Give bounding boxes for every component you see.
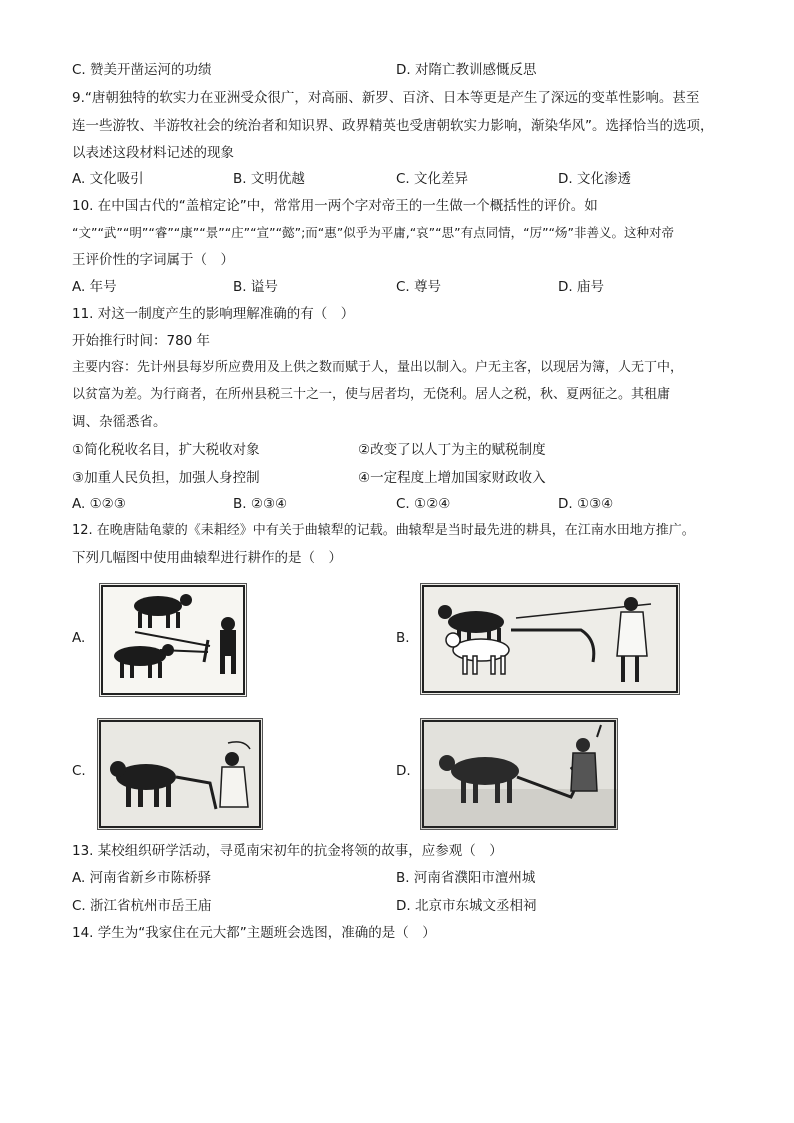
- q10-stem-line-1: 10. 在中国古代的“盖棺定论”中，常常用一两个字对帝王的一生做一个概括性的评价。如: [72, 198, 598, 214]
- q11-content-line-2: 以贫富为差。为行商者，在所州县税三十之一，使与居者均，无侥利。居人之税，秋、夏两征之。其租庸: [72, 387, 671, 402]
- q9-option-a: A. 文化吸引: [72, 171, 144, 187]
- q12-image-d: [420, 718, 618, 830]
- q10-stem-line-2: “文”“武”“明”“睿”“康”“景”“庄”“宣”“懿”;而“惠”似乎为平庸,“哀”“思”有点同情，“厉”“炀”非善义。这种对帝: [72, 225, 675, 240]
- q11-content-line-1: 主要内容：先计州县每岁所应费用及上供之数而赋于人，量出以制入。户无主客，以现居为簿，人无丁中，: [72, 360, 684, 375]
- q10-option-b: B. 谥号: [233, 279, 278, 295]
- q10-stem-line-3: 王评价性的字词属于（ ）: [72, 252, 234, 268]
- q13-option-b: B. 河南省濮阳市澶州城: [396, 870, 536, 886]
- q12-image-label-d: D.: [396, 763, 411, 779]
- ox-plow-sketch-d: [421, 719, 617, 829]
- q11-start-time: 开始推行时间：780 年: [72, 333, 211, 349]
- q13-option-c: C. 浙江省杭州市岳王庙: [72, 898, 212, 914]
- q12-stem-line-1: 12. 在晚唐陆龟蒙的《耒耜经》中有关于曲辕犁的记载。曲辕犁是当时最先进的耕具，在江南水田地方推广。: [72, 523, 695, 538]
- q11-content-line-3: 调、杂徭悉省。: [72, 414, 167, 430]
- q12-image-b: [420, 583, 680, 695]
- q8-option-d: D. 对隋亡教训感慨反思: [396, 62, 537, 78]
- q13-option-d: D. 北京市东城文丞相祠: [396, 898, 537, 914]
- q9-option-d: D. 文化渗透: [558, 171, 631, 187]
- q14-stem: 14. 学生为“我家住在元大都”主题班会选图，准确的是（ ）: [72, 925, 436, 941]
- ox-plow-sketch-b: [421, 584, 679, 694]
- q9-option-b: B. 文明优越: [233, 171, 305, 187]
- q11-item-2: ②改变了以人丁为主的赋税制度: [358, 442, 546, 458]
- q12-image-a: [99, 583, 247, 697]
- q9-stem-line-1: 9.“唐朝独特的软实力在亚洲受众很广，对高丽、新罗、百济、日本等更是产生了深远的变革性影响。甚至: [72, 90, 700, 106]
- q10-option-a: A. 年号: [72, 279, 117, 295]
- q12-image-label-a: A.: [72, 630, 86, 646]
- q9-stem-line-2: 连一些游牧、半游牧社会的统治者和知识界、政界精英也受唐朝软实力影响，渐染华风”。选择恰当的选项，: [72, 118, 714, 134]
- q12-image-c: [97, 718, 263, 830]
- q13-stem: 13. 某校组织研学活动，寻觅南宋初年的抗金将领的故事，应参观（ ）: [72, 843, 503, 859]
- q12-stem-line-2: 下列几幅图中使用曲辕犁进行耕作的是（ ）: [72, 550, 342, 566]
- q11-stem: 11. 对这一制度产生的影响理解准确的有（ ）: [72, 306, 355, 322]
- q12-image-label-b: B.: [396, 630, 410, 646]
- q11-item-1: ①简化税收名目，扩大税收对象: [72, 442, 260, 458]
- ox-plow-sketch-c: [98, 719, 262, 829]
- q11-option-b: B. ②③④: [233, 496, 288, 512]
- q11-option-a: A. ①②③: [72, 496, 126, 512]
- ox-plow-sketch-a: [100, 584, 246, 696]
- q10-option-c: C. 尊号: [396, 279, 442, 295]
- q11-item-3: ③加重人民负担，加强人身控制: [72, 470, 260, 486]
- q9-option-c: C. 文化差异: [396, 171, 469, 187]
- q13-option-a: A. 河南省新乡市陈桥驿: [72, 870, 212, 886]
- q9-stem-line-3: 以表述这段材料记述的现象: [72, 145, 234, 161]
- q11-option-c: C. ①②④: [396, 496, 451, 512]
- q12-image-label-c: C.: [72, 763, 86, 779]
- q11-item-4: ④一定程度上增加国家财政收入: [358, 470, 546, 486]
- q11-option-d: D. ①③④: [558, 496, 614, 512]
- q8-option-c: C. 赞美开凿运河的功绩: [72, 62, 212, 78]
- q10-option-d: D. 庙号: [558, 279, 604, 295]
